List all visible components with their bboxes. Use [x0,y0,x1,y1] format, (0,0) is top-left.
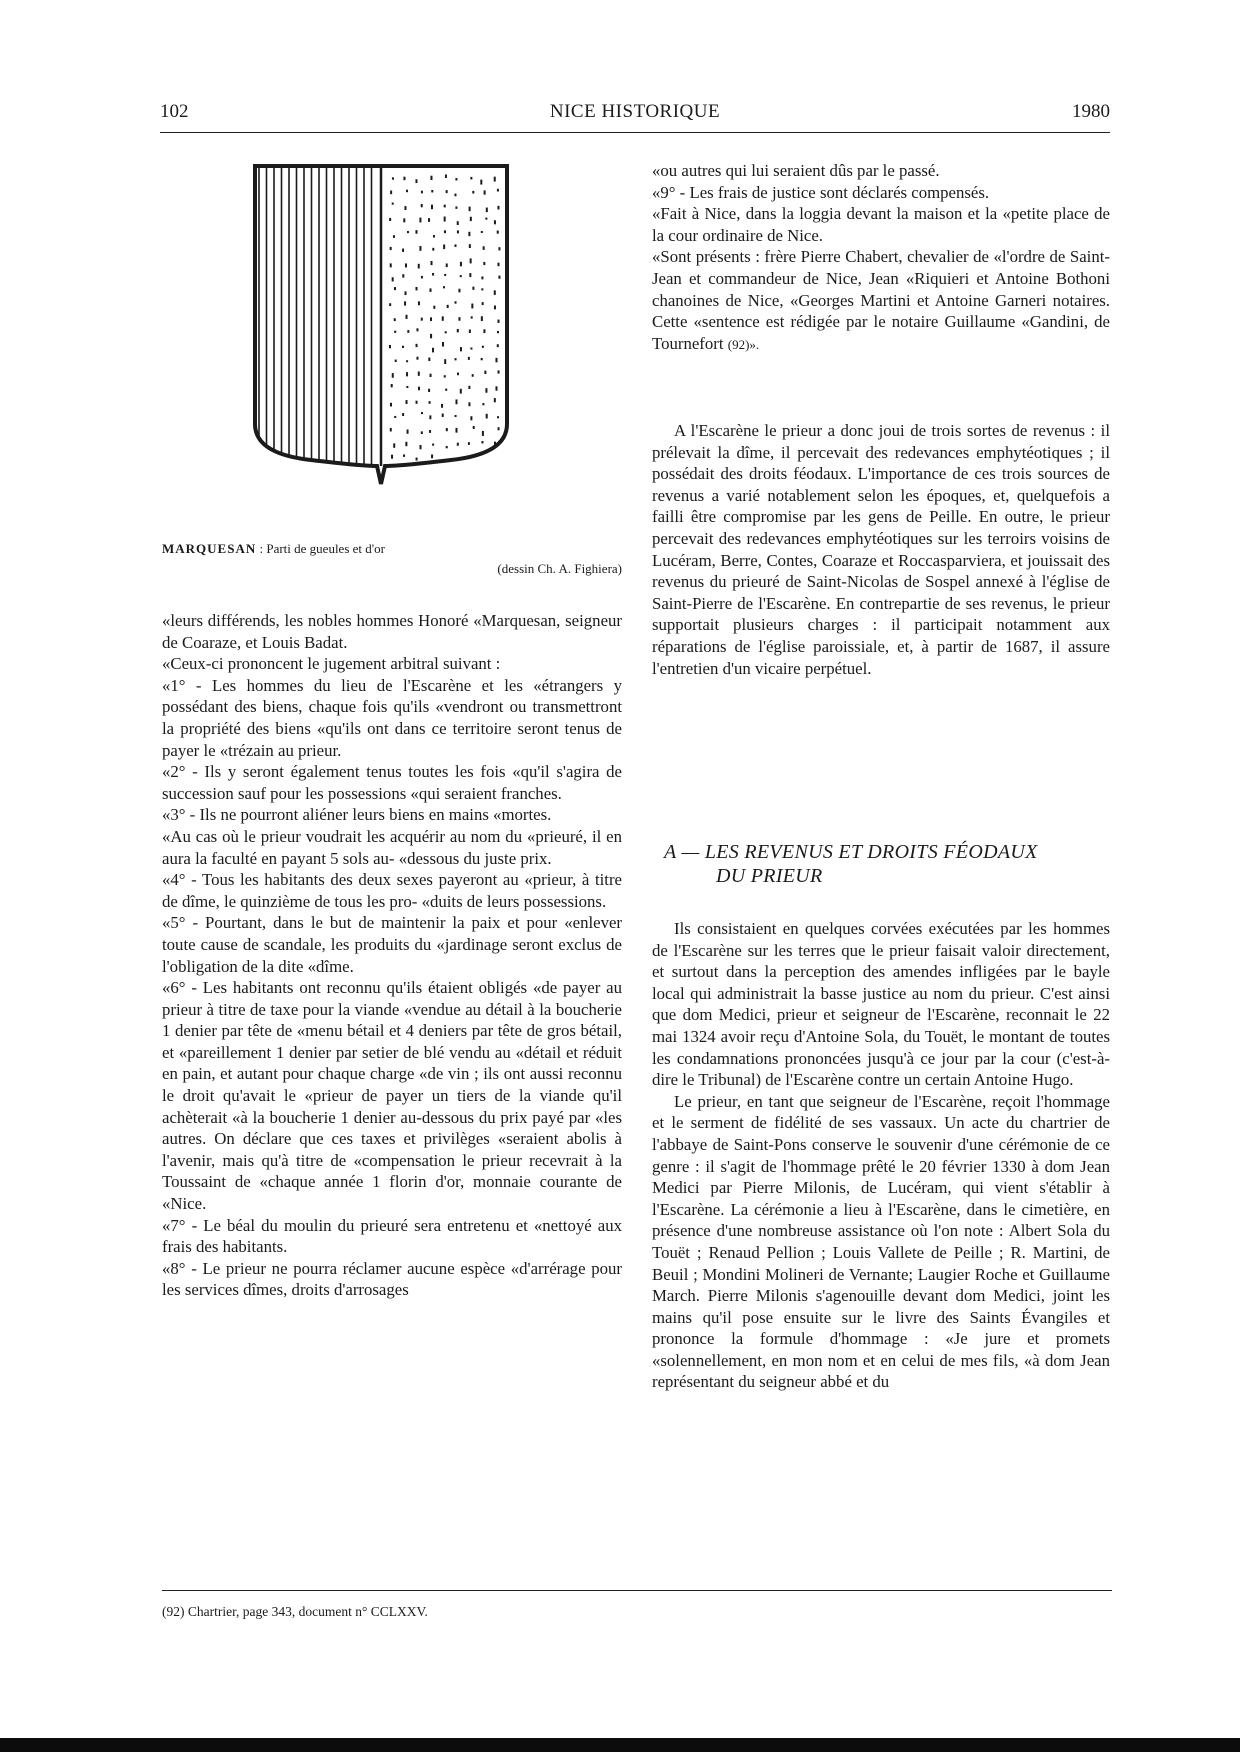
paragraph: «2° - Ils y seront également tenus toutes les fois «qu'il s'agira de succession sauf pour les possessions «qui seraient franches. [162,762,622,803]
paragraph-text: «Sont présents : frère Pierre Chabert, chevalier de «l'ordre de Saint-Jean et commandeur de Nice, Jean «Riquieri et Antoine Bothoni chanoines de Nice, «Georges Martini et Antoine Garneri notaires. Cette «sentence est rédigée par le notaire Guillaume «Gandini, de Tournefort [652,247,1110,353]
paragraph: «9° - Les frais de justice sont déclarés compensés. [652,182,990,202]
paragraph: «4° - Tous les habitants des deux sexes payeront au «prieur, à titre de dîme, le quinzième de tous les pro- «duits de leurs possessions. [162,870,622,911]
footnote-rule [162,1590,1112,1591]
page-number: 102 [160,101,189,122]
paragraph [652,246,1110,355]
right-column-body [652,918,1110,1393]
paragraph: «8° - Le prieur ne pourra réclamer aucune espèce «d'arrérage pour les services dîmes, droits d'arrosages [162,1258,622,1300]
paragraph: «Fait à Nice, dans la loggia devant la maison et la «petite place de la cour ordinaire de Nice. [652,204,1110,245]
coat-of-arms-illustration [251,162,511,524]
publication-year: 1980 [1072,101,1110,122]
caption-name: MARQUESAN [162,541,257,556]
paragraph: «3° - Ils ne pourront aliéner leurs biens en mains «mortes. [162,805,552,825]
paragraph: «leurs différends, les nobles hommes Honoré «Marquesan, seigneur de Coaraze, et Louis Badat. [162,611,622,652]
footnote: (92) Chartrier, page 343, document n° CCLXXV. [162,1604,428,1619]
section-heading-line: DU PRIEUR [716,865,823,887]
left-column [162,610,622,1301]
figure-caption [162,541,622,577]
footnote-reference: (92)». [727,336,760,352]
paragraph: A l'Escarène le prieur a donc joui de trois sortes de revenus : il prélevait la dîme, il percevait des redevances emphytéotiques ; il possédait des droits féodaux. L'importance de ces trois sources de revenus a varié notablement selon les époques, et, quelquefois a failli être compromise par les gens de Peille. En outre, le prieur percevait des redevances emphytéotiques sur les terroirs voisins de Lucéram, Berre, Contes, Coaraze et Roccasparviera, et jouissait des revenus du prieuré de Saint-Nicolas de Sospel annexé à l'église de Saint-Pierre de l'Escarène. En contrepartie de ses revenus, le prieur supportait plusieurs charges : il participait notamment aux réparations de l'église paroissiale, et, à partir de 1687, il assure l'entretien d'un vicaire perpétuel. [652,421,1110,678]
caption-credit: (dessin Ch. A. Fighiera) [497,561,622,576]
paragraph: «6° - Les habitants ont reconnu qu'ils étaient obligés «de payer au prieur à titre de taxe pour la viande «vendue au détail à la boucherie 1 denier par tête de «menu bétail et 4 deniers par tête de gros bétail, et «pareillement 1 denier par setier de blé vendu au «détail et réduit en pain, et autant pour chaque charge «de vin ; ils ont aussi reconnu le droit qu'avait le «prieur de payer un tiers de la viande qu'il achèterait «à la boucherie 1 denier au-dessous du prix payé par «les autres. On déclare que ces taxes et privilèges «seraient abolis à l'avenir, mais qu'à titre de «compensation le prieur recevrait à la Toussaint de «chaque année 1 florin d'or, monnaie courante de «Nice. [162,978,622,1214]
paragraph: «7° - Le béal du moulin du prieuré sera entretenu et «nettoyé aux frais des habitants. [162,1215,622,1257]
running-header [160,101,1110,127]
caption-blazon: : Parti de gueules et d'or [256,541,385,556]
scan-edge [0,1738,1240,1752]
right-column-quote [652,160,1110,355]
header-rule [160,132,1110,133]
paragraph: «Au cas où le prieur voudrait les acquérir au nom du «prieuré, il en aura la faculté en payant 5 sols au- «dessous du juste prix. [162,826,622,868]
paragraph: «ou autres qui lui seraient dûs par le passé. [652,161,940,180]
right-column-summary [652,420,1110,679]
section-heading [664,840,1110,888]
paragraph: Ils consistaient en quelques corvées exécutées par les hommes de l'Escarène sur les terres que le prieur faisait valoir directement, et surtout dans la perception des amendes infligées par le bayle local qui administrait la basse justice au nom du prieur. C'est ainsi que dom Medici, prieur et seigneur de l'Escarène, reconnait le 22 mai 1324 avoir reçu d'Antoine Sola, du Touët, le montant de toutes les condamnations prononcées jusqu'à ce jour par la cour (c'est-à-dire le Tribunal) de l'Escarène contre un certain Antoine Hugo. [652,919,1110,1090]
paragraph: «Ceux-ci prononcent le jugement arbitral suivant : [162,654,501,674]
paragraph: Le prieur, en tant que seigneur de l'Escarène, reçoit l'hommage et le serment de fidélité de ses vassaux. Un acte du chartrier de l'abbaye de Saint-Pons conserve le souvenir d'une cérémonie de ce genre : il s'agit de l'hommage prêté le 20 février 1330 à dom Jean Medici par Pierre Milonis, de Lucéram, qui vient s'établir à l'Escarène. La cérémonie a lieu à l'Escarène, dans le cimetière, en présence d'une nombreuse assistance où l'on note : Albert Sola du Touët ; Renaud Pellion ; Louis Vallete de Peille ; R. Martini, de Beuil ; Mondini Molineri de Vernante; Laugier Roche et Guillaume March. Pierre Milonis s'agenouille devant dom Medici, joint les mains qu'il pose ensuite sur le livre des Saints Évangiles et prononce la formule d'hommage : «Je jure et promets «solennellement, en mon nom et en celui de mes fils, «à dom Jean représentant du seigneur abbé et du [652,1091,1110,1392]
paragraph: «1° - Les hommes du lieu de l'Escarène et les «étrangers y possédant des biens, chaque fois qu'ils «vendront ou transmettront la propriété des biens «qu'ils ont dans ce territoire seront tenus de payer le «trézain au prieur. [162,675,622,760]
section-heading-line: A — LES REVENUS ET DROITS FÉODAUX [664,841,1038,863]
journal-title: NICE HISTORIQUE [549,101,721,122]
paragraph: «5° - Pourtant, dans le but de maintenir la paix et pour «enlever toute cause de scandale, les produits du «jardinage seront exclus de l'obligation de la dite «dîme. [162,913,622,976]
